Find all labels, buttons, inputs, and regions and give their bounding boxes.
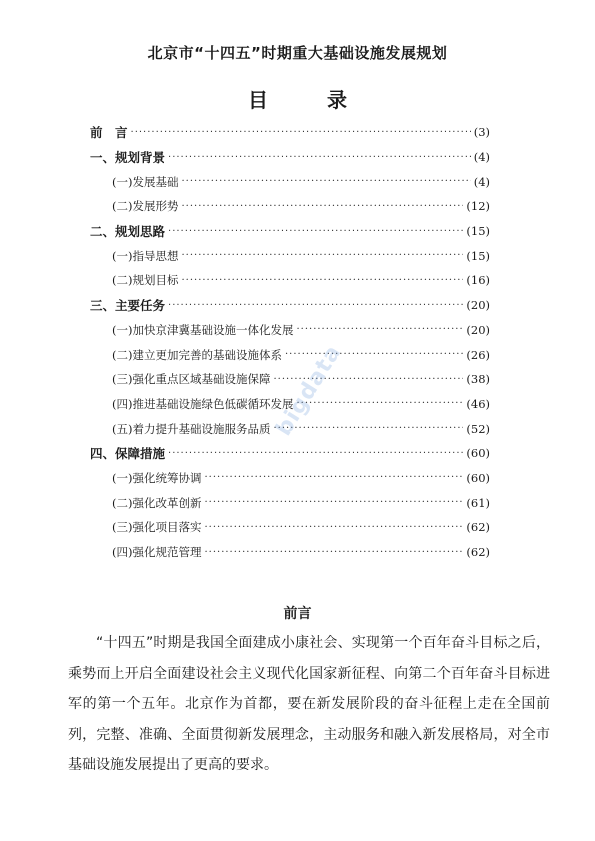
toc-entry-label: (三)强化重点区域基础设施保障 <box>112 372 271 387</box>
toc-entry-label: (一)发展基础 <box>112 174 179 189</box>
toc-entry-label: (五)着力提升基础设施服务品质 <box>112 421 271 436</box>
table-of-contents <box>90 120 490 564</box>
toc-entry-page: (61) <box>466 495 490 510</box>
toc-entry-label: 一、规划背景 <box>90 150 166 166</box>
toc-entry[interactable] <box>90 219 490 244</box>
toc-entry-label: (三)强化项目落实 <box>112 520 202 535</box>
toc-dot-leader <box>168 300 463 311</box>
toc-entry-label: (二)规划目标 <box>112 273 179 288</box>
toc-dot-leader <box>296 398 463 409</box>
toc-entry[interactable] <box>90 293 490 318</box>
toc-entry-page: (38) <box>466 372 490 387</box>
toc-dot-leader <box>168 226 463 237</box>
toc-entry-label: (二)发展形势 <box>112 199 179 214</box>
toc-dot-leader <box>181 176 470 187</box>
toc-entry[interactable] <box>90 145 490 170</box>
toc-entry-page: (3) <box>473 125 490 140</box>
toc-entry-page: (4) <box>473 150 490 165</box>
toc-dot-leader <box>168 448 463 459</box>
toc-dot-leader <box>168 152 471 163</box>
toc-dot-leader <box>131 127 471 138</box>
preface-title: 前言 <box>283 606 312 622</box>
toc-dot-leader <box>204 497 463 508</box>
toc-entry-label: (四)强化规范管理 <box>112 545 202 560</box>
toc-dot-leader <box>296 324 463 335</box>
toc-heading: 目 录 <box>248 88 373 112</box>
toc-dot-leader <box>285 349 463 360</box>
toc-entry-page: (20) <box>466 322 490 337</box>
toc-entry-page: (52) <box>466 421 490 436</box>
toc-entry-label: (一)强化统筹协调 <box>112 470 202 485</box>
toc-entry[interactable] <box>90 318 490 343</box>
toc-entry[interactable] <box>90 515 490 540</box>
toc-entry-label: 二、规划思路 <box>90 224 166 240</box>
watermark-logo: bigdata <box>271 340 347 441</box>
toc-entry[interactable] <box>90 540 490 565</box>
toc-entry-page: (62) <box>466 545 490 560</box>
document-title: 北京市“十四五”时期重大基础设施发展规划 <box>147 44 448 62</box>
toc-entry[interactable] <box>90 367 490 392</box>
toc-entry-label: (一)指导思想 <box>112 248 179 263</box>
toc-entry-page: (60) <box>466 446 490 461</box>
toc-entry-page: (46) <box>466 396 490 411</box>
toc-entry[interactable] <box>90 243 490 268</box>
toc-dot-leader <box>181 275 463 286</box>
toc-entry[interactable] <box>90 169 490 194</box>
toc-dot-leader <box>181 250 463 261</box>
toc-dot-leader <box>204 522 463 533</box>
toc-entry-page: (4) <box>473 174 490 189</box>
toc-entry-page: (20) <box>466 298 490 313</box>
toc-entry[interactable] <box>90 441 490 466</box>
toc-dot-leader <box>204 472 463 483</box>
toc-entry[interactable] <box>90 268 490 293</box>
toc-entry-label: (二)建立更加完善的基础设施体系 <box>112 347 282 362</box>
toc-entry-page: (60) <box>466 470 490 485</box>
toc-entry[interactable] <box>90 490 490 515</box>
toc-entry[interactable] <box>90 466 490 491</box>
toc-entry-page: (62) <box>466 520 490 535</box>
toc-entry-page: (15) <box>466 248 490 263</box>
toc-entry-label: 前 言 <box>90 125 128 141</box>
toc-entry-page: (15) <box>466 224 490 239</box>
toc-dot-leader <box>181 201 463 212</box>
toc-entry-page: (16) <box>466 273 490 288</box>
toc-entry-page: (26) <box>466 347 490 362</box>
toc-dot-leader <box>204 547 463 558</box>
toc-entry-label: (一)加快京津冀基础设施一体化发展 <box>112 322 294 337</box>
toc-entry[interactable] <box>90 342 490 367</box>
toc-entry-label: 四、保障措施 <box>90 446 166 462</box>
toc-entry-label: (二)强化改革创新 <box>112 495 202 510</box>
toc-entry-label: 三、主要任务 <box>90 298 166 314</box>
toc-entry-page: (12) <box>466 199 490 214</box>
toc-entry[interactable] <box>90 194 490 219</box>
preface-paragraph: “十四五”时期是我国全面建成小康社会、实现第一个百年奋斗目标之后，乘势而上开启全面建设社会主义现代化国家新征程、向第二个百年奋斗目标进军的第一个五年。北京作为首都，要在新发展阶段的奋斗征程上走在全国前列，完整、准确、全面贯彻新发展理念，主动服务和融入新发展格局，对全市基础设施发展提出了更高的要求。 <box>68 635 550 773</box>
toc-entry[interactable] <box>90 120 490 145</box>
toc-entry-label: (四)推进基础设施绿色低碳循环发展 <box>112 396 294 411</box>
